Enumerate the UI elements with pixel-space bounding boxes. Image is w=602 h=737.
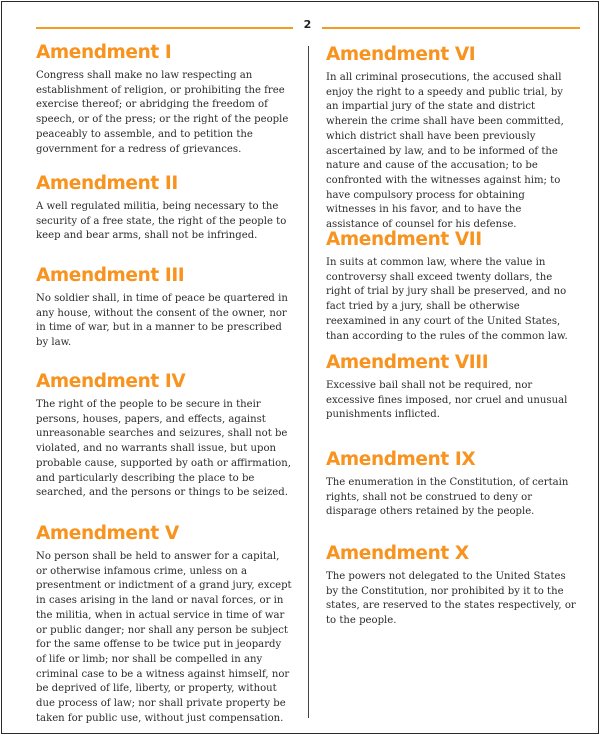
amendment-text: The enumeration in the Constitution, of certain rights, shall not be construed to deny or disparage others retained by the people.: [326, 477, 569, 518]
amendment-7: [326, 229, 576, 344]
amendment-text: The right of the people to be secure in their persons, houses, papers, and effects, against unreasonable searches and seizures, shall not be violated, and no warrants shall issue, but upon probable cause, supported by oath or affirmation, and particularly describing the place to be searched, and the persons or things to be seized.: [36, 399, 291, 499]
amendment-text: Congress shall make no law respecting an establishment of religion, or prohibiting the free exercise thereof; or abridging the freedom of speech, or of the press; or the right of the people peaceably to assemble, and to petition the government for a redress of grievances.: [36, 70, 289, 155]
amendment-heading: Amendment VI: [326, 44, 476, 65]
column-divider: [308, 46, 309, 718]
amendment-text: No soldier shall, in time of peace be quartered in any house, without the consent of the owner, nor in time of war, but in a manner to be prescribed by law.: [36, 293, 288, 349]
amendment-text: In suits at common law, where the value in controversy shall exceed twenty dollars, the right of trial by jury shall be preserved, and no fact tried by a jury, shall be otherwise reexamined in any court of the United States, than according to the rules of the common law.: [326, 257, 568, 342]
amendment-1: [36, 42, 292, 157]
amendment-9: [326, 449, 576, 520]
amendment-3: [36, 265, 292, 351]
amendment-text: Excessive bail shall not be required, nor excessive fines imposed, nor cruel and unusual punishments inflicted.: [326, 380, 568, 421]
amendment-heading: Amendment IX: [326, 449, 476, 470]
header-rule-right: [322, 27, 580, 29]
amendment-text: No person shall be held to answer for a capital, or otherwise infamous crime, unless on a presentment or indictment of a grand jury, except in cases arising in the land or naval forces, or in the militia, when in actual service in time of war or public danger; nor shall any person be subject for the same offense to be twice put in jeopardy of life or limb; nor shall be compelled in any criminal case to be a witness against himself, nor be deprived of life, liberty, or property, without due process of law; nor shall private property be taken for public use, without just compensation.: [36, 551, 292, 724]
page-number: 2: [303, 18, 312, 31]
amendment-text: The powers not delegated to the United States by the Constitution, nor prohibited by it to the states, are reserved to the states respectively, or to the people.: [326, 571, 576, 627]
amendment-text: In all criminal prosecutions, the accused shall enjoy the right to a speedy and public trial, by an impartial jury of the state and district wherein the crime shall have been committed, which district shall have been previously ascertained by law, and to be informed of the nature and cause of the accusation; to be confronted with the witnesses against him; to have compulsory process for obtaining witnesses in his favor, and to have the assistance of counsel for his defense.: [326, 72, 564, 231]
amendment-heading: Amendment V: [36, 523, 179, 544]
document-page: [1, 1, 599, 734]
amendment-2: [36, 173, 292, 244]
amendment-heading: Amendment I: [36, 42, 172, 63]
amendment-6: [326, 44, 576, 233]
amendment-4: [36, 371, 292, 501]
amendment-5: [36, 523, 292, 726]
amendment-10: [326, 543, 576, 629]
amendment-text: A well regulated militia, being necessary to the security of a free state, the right of the people to keep and bear arms, shall not be infringed.: [36, 201, 287, 242]
amendment-heading: Amendment III: [36, 265, 185, 286]
amendment-heading: Amendment X: [326, 543, 469, 564]
header-rule-left: [36, 27, 293, 29]
amendment-heading: Amendment VII: [326, 229, 482, 250]
amendment-heading: Amendment VIII: [326, 352, 489, 373]
amendment-heading: Amendment IV: [36, 371, 186, 392]
amendment-8: [326, 352, 576, 423]
amendment-heading: Amendment II: [36, 173, 178, 194]
